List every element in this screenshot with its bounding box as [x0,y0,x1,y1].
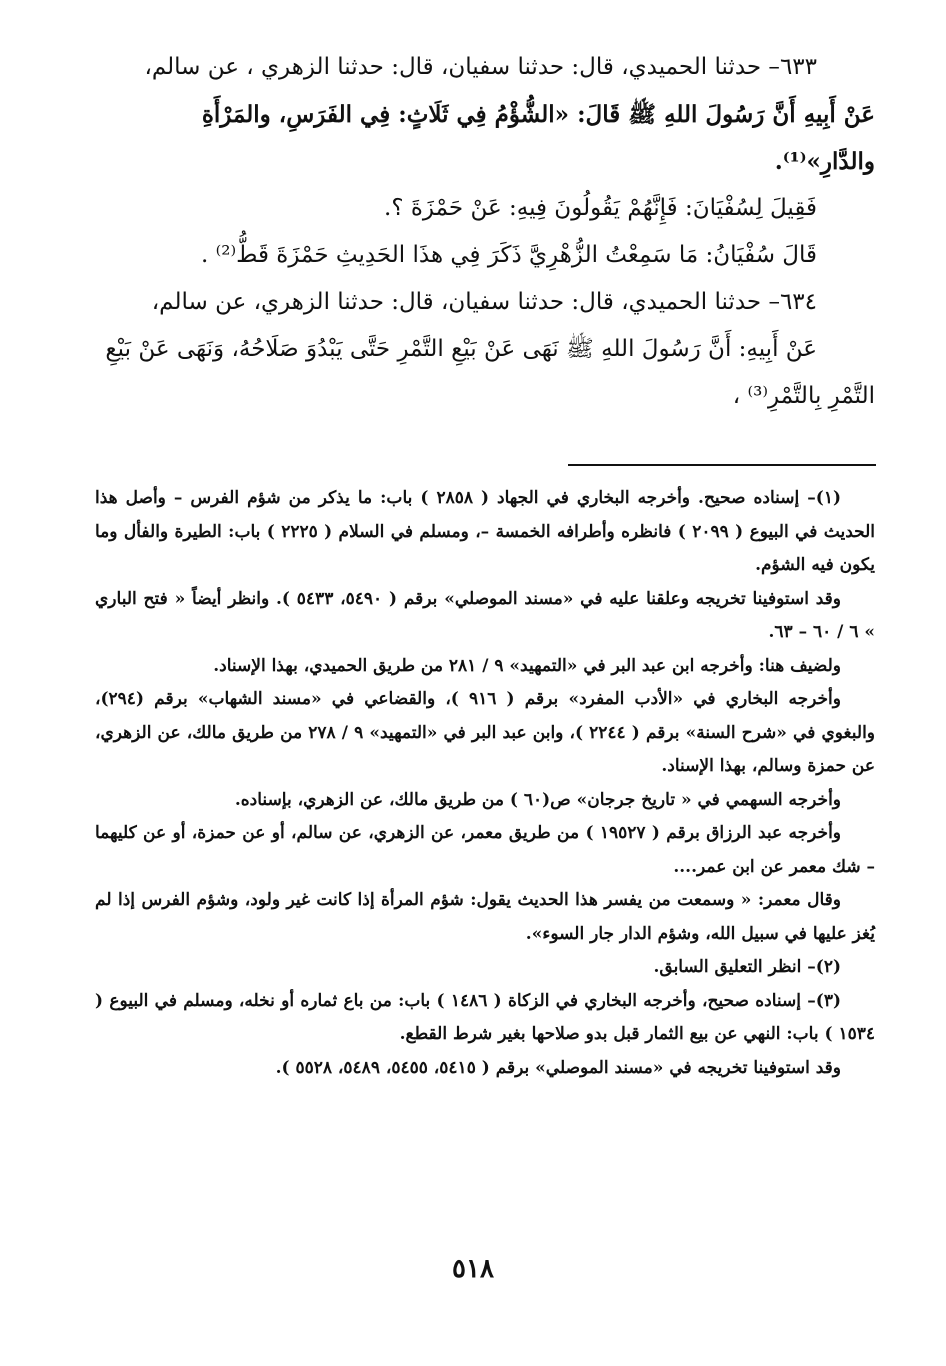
footnote-2: (٢)– انظر التعليق السابق. [653,957,841,977]
footnote-1-paragraph-4: وأخرجه البخاري في «الأدب المفرد» برقم ( ٩١٦ )، والقضاعي في «مسند الشهاب» برقم (٢٩٤)، والبغوي في «شرح السنة» برقم ( ٢٢٤٤ )، وابن عبد البر في «التمهيد» ٩ / ٢٧٨ من طريق مالك، عن الزهري، عن حمزة وسالم، بهذا الإسناد. [95,689,875,776]
footnote-3-paragraph-2: وقد استوفينا تخريجه في «مسند الموصلي» برقم ( ٥٤١٥، ٥٤٥٥، ٥٤٨٩، ٥٥٢٨ ). [275,1057,841,1078]
hadith-text [95,44,875,420]
footnote-1-paragraph-2: وقد استوفينا تخريجه وعلقنا عليه في «مسند الموصلي» برقم ( ٥٤٩٠، ٥٤٣٣ ). وانظر أيضاً « فتح الباري » ٦ / ٦٠ – ٦٣. [95,588,875,642]
page-number: ٥١٨ [452,1254,494,1284]
footnote-separator [568,464,876,466]
hadith-633-line-2: عَنْ أَبِيهِ أَنَّ رَسُولَ اللهِ ﷺ قَالَ: «الشُّؤْمُ فِي ثَلَاثٍ: فِي الفَرَسِ، والمَرْأَةِ [201,101,875,128]
hadith-633-line-5: قَالَ سُفْيَانُ: مَا سَمِعْتُ الزُّهْرِيَّ ذَكَرَ فِي هذَا الحَدِيثِ حَمْزَةَ قَطُّ⁽²⁾ . [201,242,817,268]
footnote-1-paragraph-7: وقال معمر: « وسمعت من يفسر هذا الحديث يقول: شؤم المرأة إذا كانت غير ولود، وشؤم الفرس إذا لم يُغز عليها في سبيل الله، وشؤم الدار جار السوء». [95,890,875,944]
footnote-3: (٣)– إسناده صحيح، وأخرجه البخاري في الزكاة ( ١٤٨٦ ) باب: من باع ثماره أو نخله، ومسلم في البيوع ( ١٥٣٤ ) باب: النهي عن بيع الثمار قبل بدو صلاحها بغير شرط القطع. [95,990,875,1044]
footnote-1-paragraph-5: وأخرجه السهمي في « تاريخ جرجان» ص(٦٠ ) من طريق مالك، عن الزهري، بإسناده. [234,789,841,810]
hadith-633-line-3: والدَّارِ»⁽¹⁾. [774,148,875,175]
hadith-634-line-3: التَّمْرِ بِالتَّمْرِ⁽³⁾ ، [732,383,875,409]
footnote-1-paragraph-3: ولضيف هنا: وأخرجه ابن عبد البر في «التمهيد» ٩ / ٢٨١ من طريق الحميدي، بهذا الإسناد. [213,655,841,676]
hadith-634-line-1: ٦٣٤– حدثنا الحميدي، قال: حدثنا سفيان، قال: حدثنا الزهري، عن سالم، [151,289,817,315]
hadith-633-line-1: ٦٣٣– حدثنا الحميدي، قال: حدثنا سفيان، قال: حدثنا الزهري ، عن سالم، [144,54,817,80]
footnote-1-paragraph-6: وأخرجه عبد الرزاق برقم ( ١٩٥٢٧ ) من طريق معمر، عن الزهري، عن سالم، أو عن حمزة، أو عن كليهما – شك معمر عن ابن عمر.... [95,823,875,877]
footnote-1: (١)– إسناده صحيح. وأخرجه البخاري في الجهاد ( ٢٨٥٨ ) باب: ما يذكر من شؤم الفرس – وأصل هذا الحديث في البيوع ( ٢٠٩٩ ) فانظره وأطرافه الخمسة –، ومسلم في السلام ( ٢٢٢٥ ) باب: الطيرة والفأل وما يكون فيه الشؤم. [95,488,875,575]
hadith-634-line-2: عَنْ أَبِيهِ: أَنَّ رَسُولَ اللهِ ﷺ نَهَى عَنْ بَيْعِ التَّمْرِ حَتَّى يَبْدُوَ صَلَاحُهُ، وَنَهَى عَنْ بَيْعِ [105,336,817,362]
footnotes [95,482,875,1085]
hadith-633-line-4: فَقِيلَ لِسُفْيَانَ: فَإِنَّهُمْ يَقُولُونَ فِيهِ: عَنْ حَمْزَةَ ؟. [384,195,817,221]
